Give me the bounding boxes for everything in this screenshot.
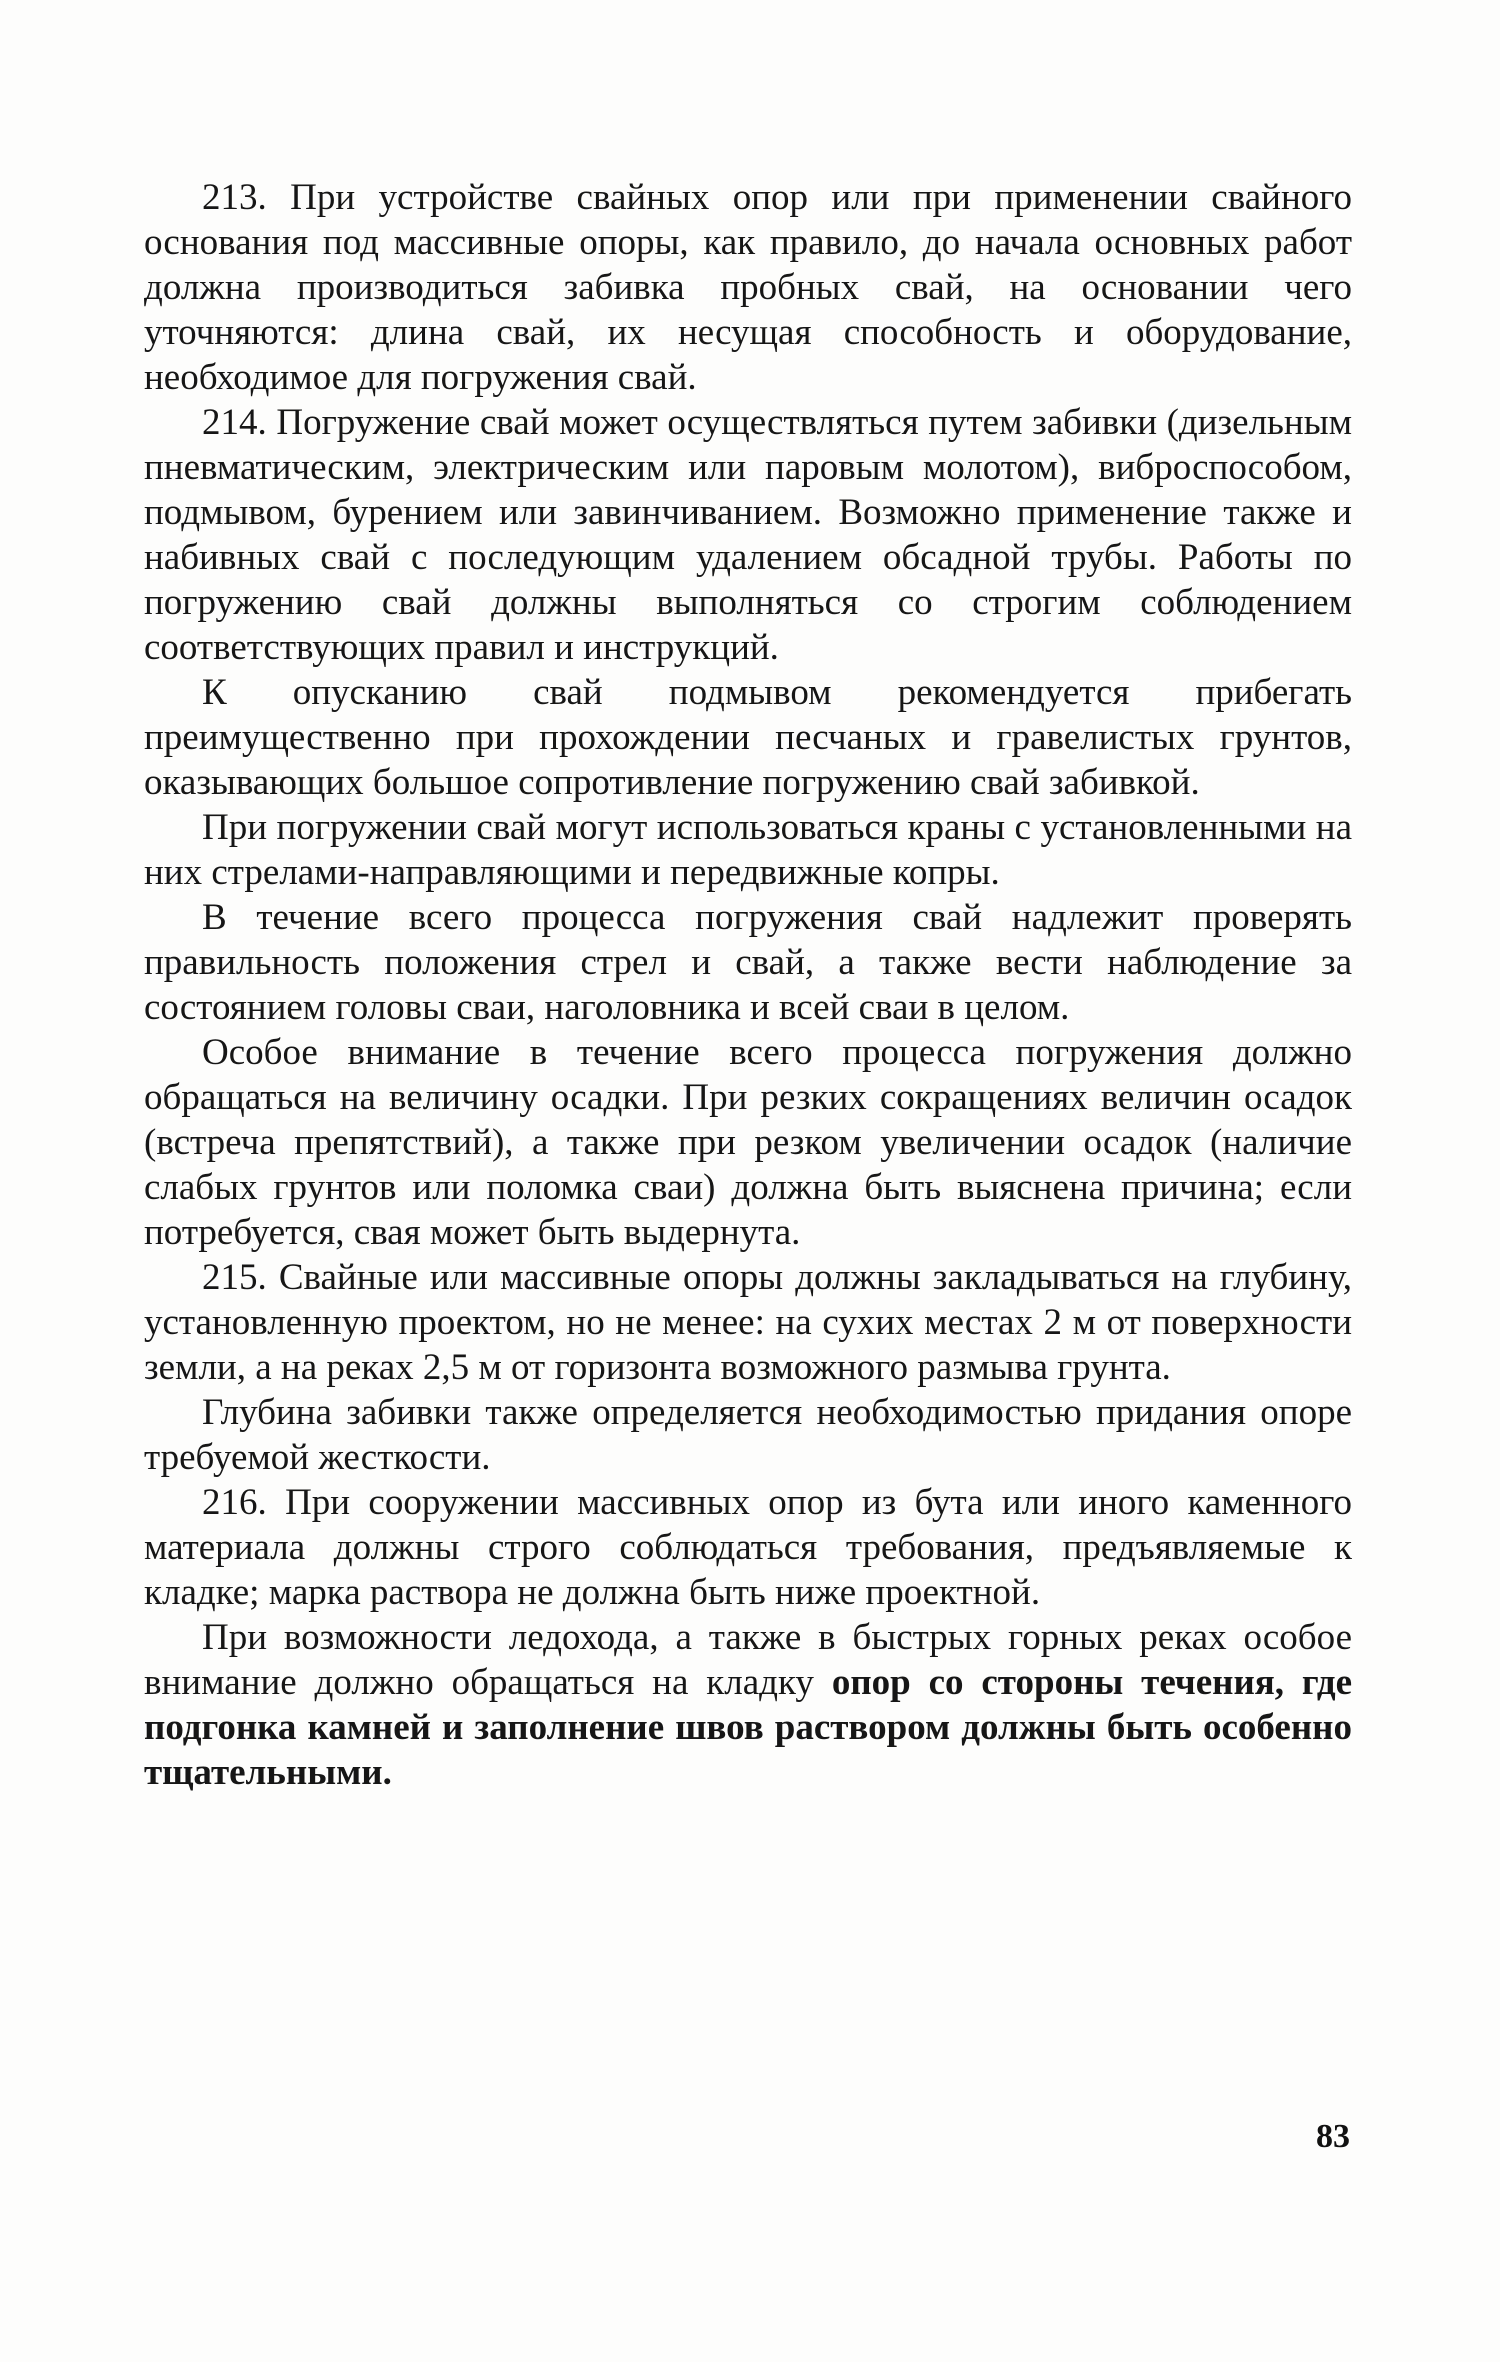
paragraph-216: 216. При сооружении массивных опор из бута или иного каменного материала должны строго соблюдаться требования, предъявляемые к кладке; марка раствора не должна быть ниже проектной. bbox=[144, 1482, 1352, 1613]
paragraph-ice-drift bbox=[144, 1615, 1352, 1795]
paragraph-214: 214. Погружение свай может осуществляться путем забивки (дизельным пневматическим, электрическим или паровым молотом), виброспособом, подмывом, бурением или завинчиванием. Возможно применение также и набивных свай с последующим удалением обсадной трубы. Работы по погружению свай должны выполняться со строгим соблюдением соответствующих правил и инструкций. bbox=[144, 402, 1352, 668]
paragraph-213: 213. При устройстве свайных опор или при применении свайного основания под массивные опоры, как правило, до начала основных работ должна производиться забивка пробных свай, на основании чего уточняются: длина свай, их несущая способность и оборудование, необходимое для погружения свай. bbox=[144, 177, 1352, 398]
paragraph-settlement: Особое внимание в течение всего процесса погружения должно обращаться на величину осадки. При резких сокращениях величин осадок (встреча препятствий), а также при резком увеличении осадок (наличие слабых грунтов или поломка сваи) должна быть выяснена причина; если потребуется, свая может быть выдернута. bbox=[144, 1032, 1352, 1253]
page-number: 83 bbox=[1316, 2118, 1350, 2155]
paragraph-driving-depth: Глубина забивки также определяется необходимостью придания опоре требуемой жесткости. bbox=[144, 1392, 1352, 1478]
paragraph-washing-method: К опусканию свай подмывом рекомендуется прибегать преимущественно при прохождении песчаных и гравелистых грунтов, оказывающих большое сопротивление погружению свай забивкой. bbox=[144, 672, 1352, 803]
paragraph-ice-drift-regular: При возможности ледохода, а также в быстрых горных реках особое внимание должно обращаться на кладку bbox=[144, 1617, 1352, 1703]
paragraph-215: 215. Свайные или массивные опоры должны закладываться на глубину, установленную проектом, но не менее: на сухих местах 2 м от поверхности земли, а на реках 2,5 м от горизонта возможного размыва грунта. bbox=[144, 1257, 1352, 1388]
paragraph-ice-drift-bold: опор со стороны течения, где подгонка камней и заполнение швов раствором должны быть особенно тщательными. bbox=[144, 1662, 1353, 1793]
body-text bbox=[144, 175, 1352, 1795]
paragraph-cranes: При погружении свай могут использоваться краны с установленными на них стрелами-направляющими и передвижные копры. bbox=[144, 807, 1352, 893]
paragraph-inspection: В течение всего процесса погружения свай надлежит проверять правильность положения стрел и свай, а также вести наблюдение за состоянием головы сваи, наголовника и всей сваи в целом. bbox=[144, 897, 1352, 1028]
